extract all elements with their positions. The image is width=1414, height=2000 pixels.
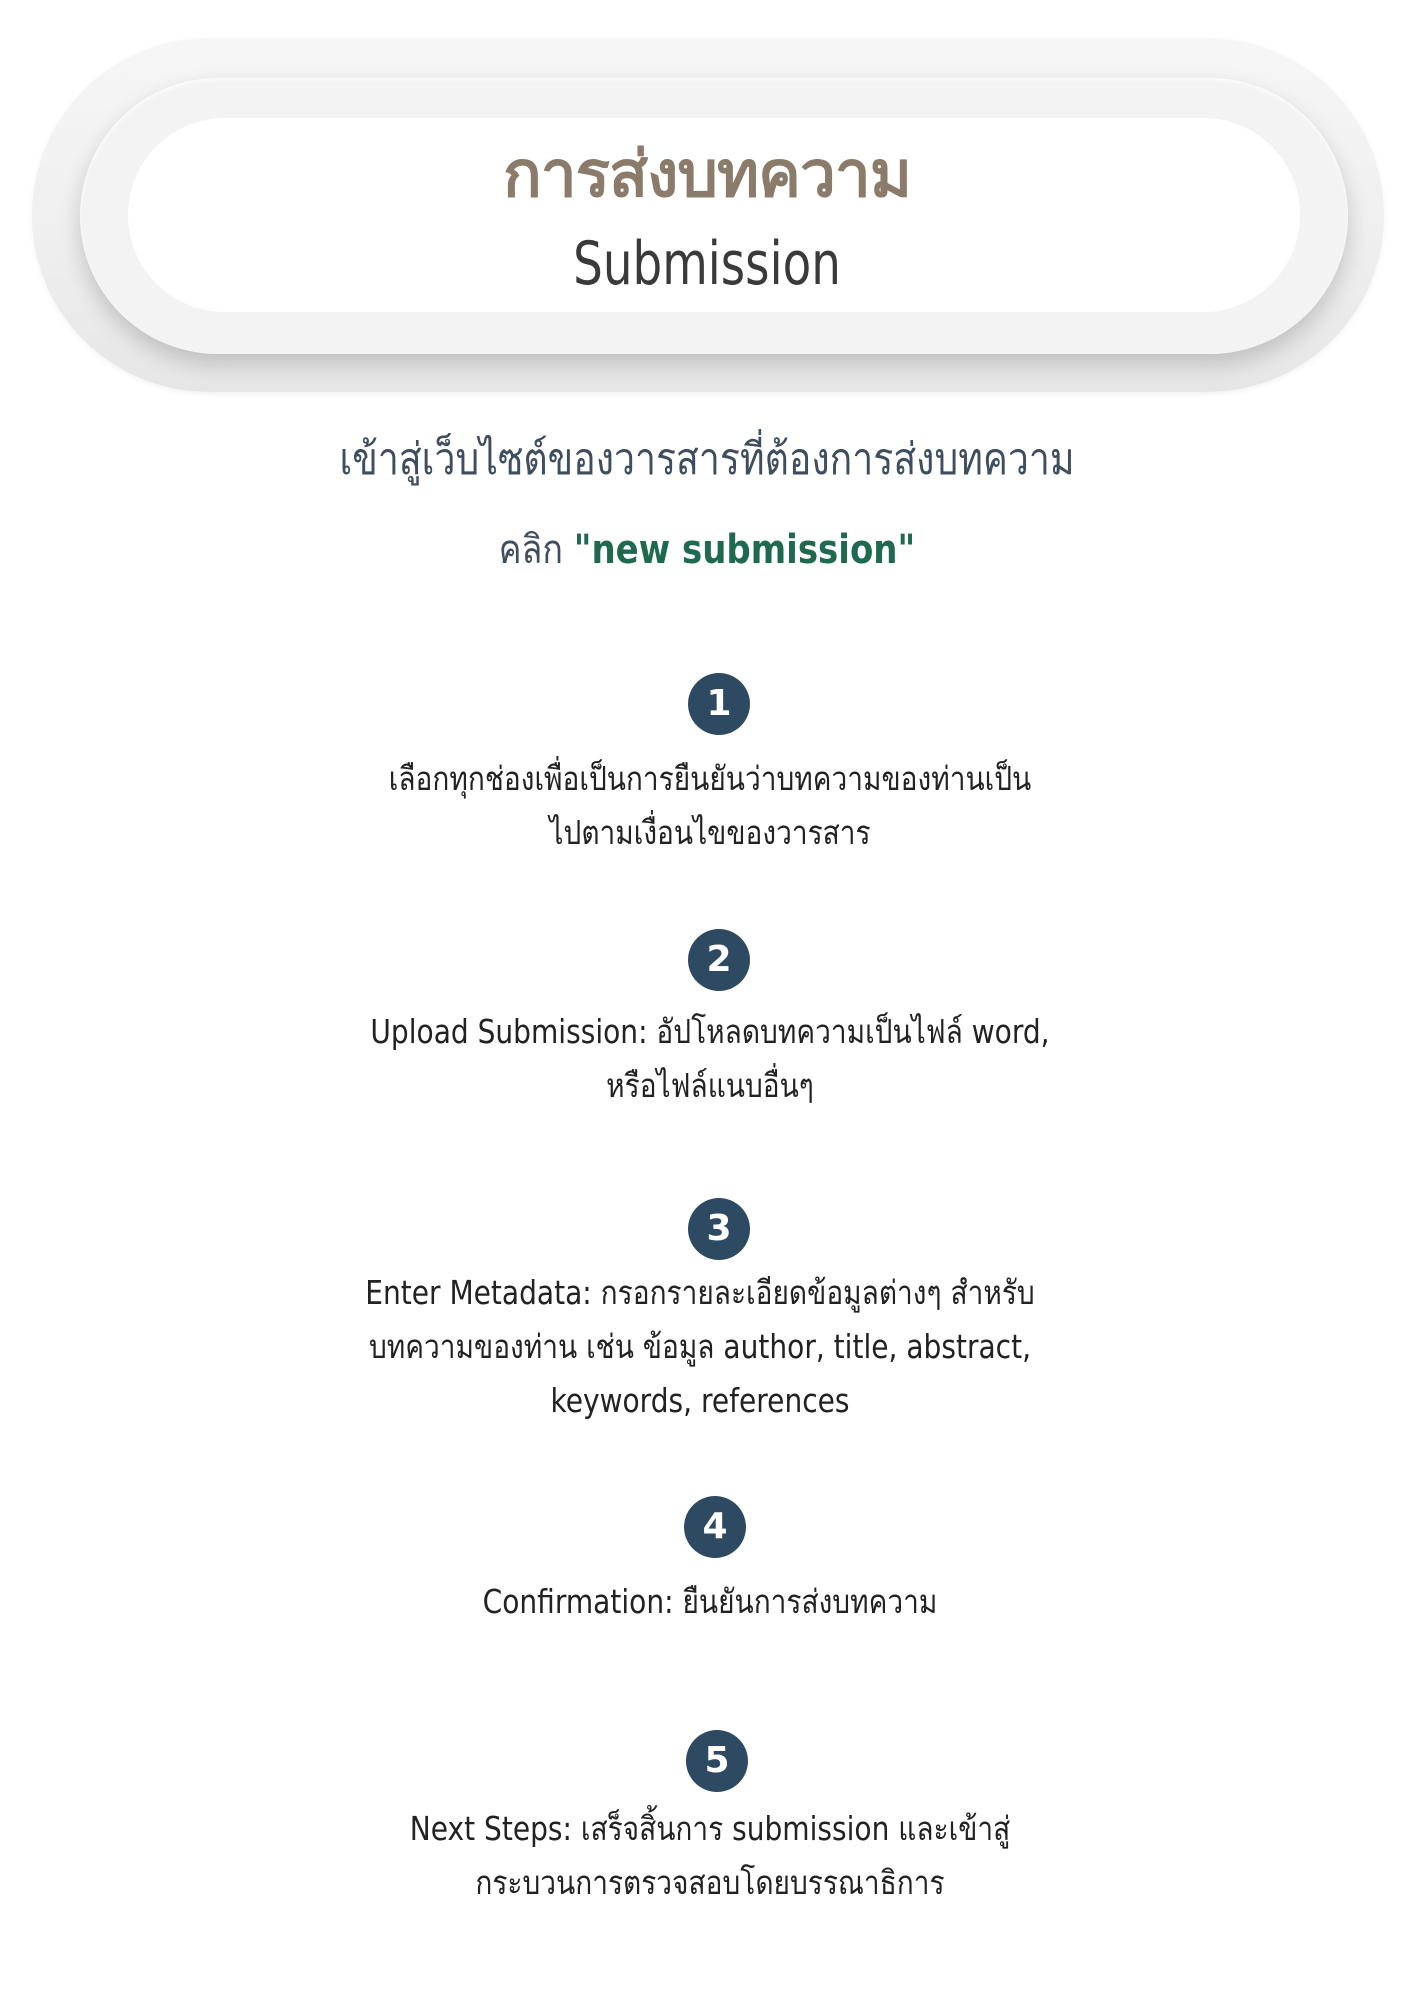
step-3-line-2: บทความของท่าน เช่น ข้อมูล author, title, abstract, <box>368 1327 1032 1366</box>
step-5-text <box>328 1802 1093 1910</box>
step-4-line-1: Confirmation: ยืนยันการส่งบทความ <box>482 1582 938 1621</box>
page-title: การส่งบทความ <box>502 138 912 212</box>
step-2-badge: 2 <box>688 929 750 991</box>
step-1-badge: 1 <box>688 673 750 735</box>
step-3-badge: 3 <box>688 1198 750 1260</box>
step-5-line-1: Next Steps: เสร็จสิ้นการ submission และเข้าสู่ <box>409 1809 1011 1848</box>
step-4-text <box>328 1575 1093 1629</box>
step-2-text <box>328 1005 1093 1113</box>
step-4-badge: 4 <box>684 1496 746 1558</box>
step-2-line-2: หรือไฟล์แนบอื่นๆ <box>606 1066 814 1105</box>
step-5-line-2: กระบวนการตรวจสอบโดยบรรณาธิการ <box>475 1863 945 1902</box>
step-3-line-3: keywords, references <box>550 1381 850 1420</box>
new-submission-label: "new submission" <box>573 527 916 573</box>
step-1-line-2: ไปตามเงื่อนไขของวารสาร <box>549 813 871 852</box>
step-5-badge: 5 <box>686 1730 748 1792</box>
step-1-line-1: เลือกทุกช่องเพื่อเป็นการยืนยันว่าบทความของท่านเป็น <box>388 759 1032 798</box>
click-word: คลิก <box>498 527 574 573</box>
step-2-line-1: Upload Submission: อัปโหลดบทความเป็นไฟล์ word, <box>370 1012 1050 1051</box>
intro-instruction: เข้าสู่เว็บไซต์ของวารสารที่ต้องการส่งบทความ <box>339 434 1075 485</box>
step-3-line-1: Enter Metadata: กรอกรายละเอียดข้อมูลต่างๆ สำหรับ <box>365 1273 1035 1312</box>
step-3-text <box>318 1266 1083 1428</box>
page-subtitle: Submission <box>573 229 841 299</box>
intro-click-instruction <box>106 520 1308 580</box>
step-1-text <box>328 752 1093 860</box>
